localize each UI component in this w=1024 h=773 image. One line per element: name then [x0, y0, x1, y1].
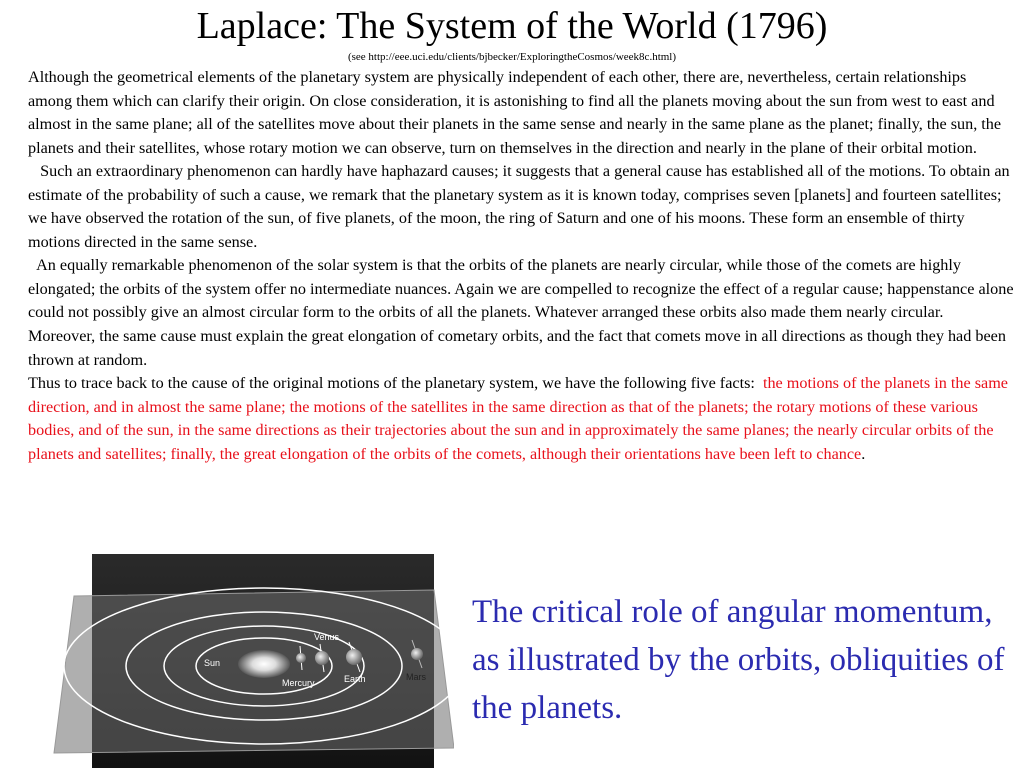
earth-label: Earth — [344, 674, 366, 684]
five-facts: the motions of the planets in the same direction, and in almost the same plane; the motions of the satellites in the same direction as that of the planets; the rotary motions of these various bodies, and of the sun, in the same directions as their trajectories about the sun and in approximately the same planes; the nearly circular orbits of the planets and satellites; finally, the great elongation of the orbits of the comets, although their orientations have been left to chance — [28, 374, 1008, 463]
body-text — [28, 66, 1014, 466]
solar-system-figure — [44, 548, 454, 768]
paragraph-1: Although the geometrical elements of the planetary system are physically independent of each other, there are, nevertheless, certain relationships among them which can clarify their origin. On close consideration, it is astonishing to find all the planets moving about the sun from west to east and almost in the same plane; all of the satellites move about their planets in the same sense and nearly in the same plane as the planet; finally, the sun, the planets and their satellites, whose rotary motion we can observe, turn on themselves in the direction and nearly in the plane of their orbital motion. — [28, 68, 1002, 157]
source-url: (see http://eee.uci.edu/clients/bjbecker/ExploringtheCosmos/week8c.html) — [347, 51, 677, 63]
facts-intro: Thus to trace back to the cause of the original motions of the planetary system, we have the following five facts: — [28, 374, 755, 393]
slide-title: Laplace: The System of the World (1796) — [196, 5, 828, 47]
mercury-label: Mercury — [282, 678, 315, 688]
mars-label: Mars — [406, 672, 426, 682]
paragraph-3-text: An equally remarkable phenomenon of the solar system is that the orbits of the planets are nearly circular, while those of the comets are highly elongated; the orbits of the system offer no intermediate nuances. Again we are compelled to recognize the effect of a regular cause; happenstance alone could not possibly give an almost circular form to the orbits of all the planets. Whatever arranged these orbits also made them nearly circular. Moreover, the same cause must explain the great elongation of cometary orbits, and the fact that comets move in all directions as though they had been thrown at random. — [28, 256, 1014, 369]
figure-caption: The critical role of angular momentum, as illustrated by the orbits, obliquities of the planets. — [472, 594, 1005, 726]
sun-label: Sun — [204, 658, 221, 668]
sun — [238, 650, 290, 678]
paragraph-4 — [28, 372, 1014, 466]
paragraph-3 — [28, 254, 1014, 372]
venus-label: Venus — [314, 632, 340, 642]
solar-system-illustration — [44, 548, 454, 768]
paragraph-2-text: Such an extraordinary phenomenon can hardly have haphazard causes; it suggests that a general cause has established all of the motions. To obtain an estimate of the probability of such a cause, we remark that the planetary system as it is known today, comprises seven [planets] and fourteen satellites; we have observed the rotation of the sun, of five planets, of the moon, the ring of Saturn and one of his moons. These form an ensemble of thirty motions directed in the same sense. — [28, 162, 1010, 251]
paragraph-2 — [28, 160, 1014, 254]
facts-end: . — [861, 444, 866, 463]
